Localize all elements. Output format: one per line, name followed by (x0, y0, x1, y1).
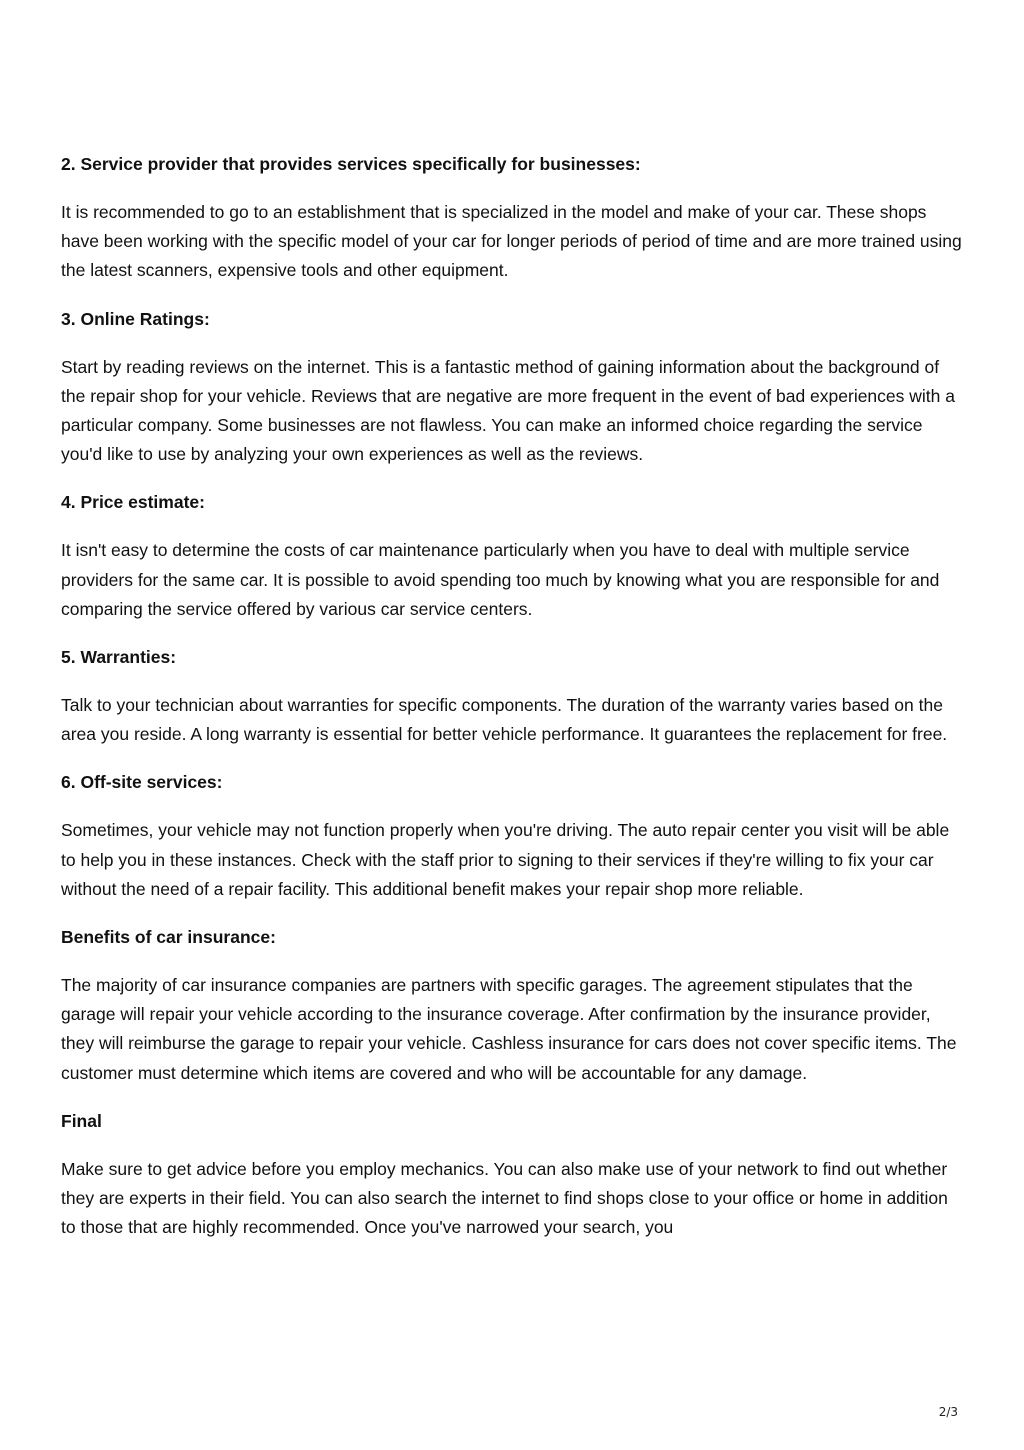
section-body: It is recommended to go to an establishment that is specialized in the model and make of your car. These shops have been working with the specific model of your car for longer periods of period of time and are more trained using the latest scanners, expensive tools and other equipment. (61, 202, 962, 281)
section-3 (61, 305, 966, 334)
section-heading: 5. Warranties: (61, 647, 177, 668)
section-body: Start by reading reviews on the internet. This is a fantastic method of gaining information about the background of the repair shop for your vehicle. Reviews that are negative are more frequent in the event of bad experiences with a particular company. Some businesses are not flawless. You can make an informed choice regarding the service you'd like to use by analyzing your own experiences as well as the reviews. (61, 356, 955, 465)
document-page (61, 150, 966, 1261)
section-final (61, 1107, 966, 1136)
section-2 (61, 150, 966, 179)
section-body: The majority of car insurance companies are partners with specific garages. The agreement stipulates that the garage will repair your vehicle according to the insurance coverage. After confirmation by the insurance provider, they will reimburse the garage to repair your vehicle. Cashless insurance for cars does not cover specific items. The customer must determine which items are covered and who will be accountable for any damage. (61, 975, 957, 1083)
section-5 (61, 643, 966, 672)
section-body: It isn't easy to determine the costs of car maintenance particularly when you have to deal with multiple service providers for the same car. It is possible to avoid spending too much by knowing what you are responsible for and comparing the service offered by various car service centers. (61, 540, 940, 619)
section-heading: 2. Service provider that provides services specifically for businesses: (61, 154, 641, 174)
section-heading: Benefits of car insurance: (61, 927, 276, 948)
section-body: Sometimes, your vehicle may not function properly when you're driving. The auto repair center you visit will be able to help you in these instances. Check with the staff prior to signing to their services if they're willing to fix your car without the need of a repair facility. This additional benefit makes your repair shop more reliable. (61, 820, 950, 899)
section-heading: 6. Off-site services: (61, 772, 223, 793)
section-4 (61, 488, 966, 517)
section-insurance (61, 923, 966, 952)
section-heading: Final (61, 1110, 102, 1131)
section-heading: 3. Online Ratings: (61, 308, 210, 329)
section-heading: 4. Price estimate: (61, 492, 205, 513)
page-number: 2/3 (938, 1405, 958, 1419)
section-body: Talk to your technician about warranties for specific components. The duration of the warranty varies based on the area you reside. A long warranty is essential for better vehicle performance. It guarantees the replacement for free. (61, 695, 948, 745)
section-body: Make sure to get advice before you employ mechanics. You can also make use of your network to find out whether they are experts in their field. You can also search the internet to find shops close to your office or home in addition to those that are highly recommended. Once you've narrowed your search, you (61, 1158, 948, 1238)
section-6 (61, 768, 966, 797)
